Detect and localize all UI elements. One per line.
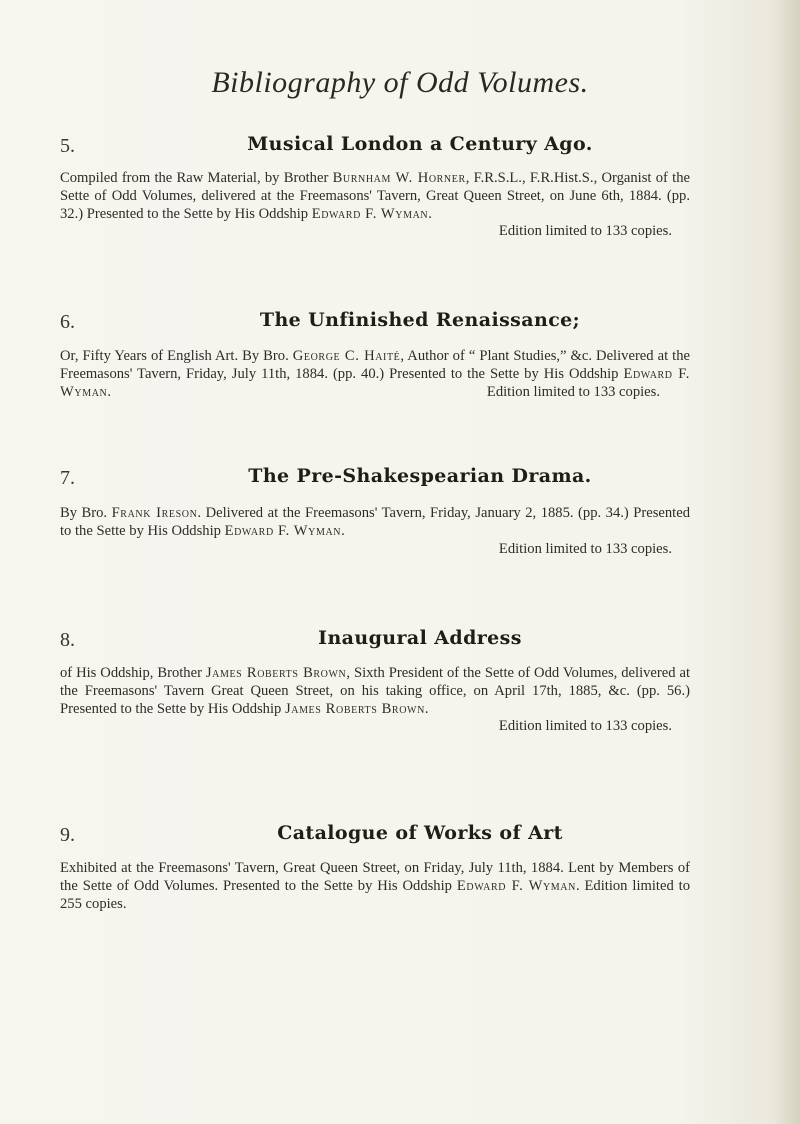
presenter-name: Edward F. Wyman xyxy=(60,365,690,400)
desc-text: Or, Fifty Years of English Art. By Bro. xyxy=(60,348,293,364)
entry-title: The Pre-Shakespearian Drama. xyxy=(248,465,592,487)
entry-7-description xyxy=(60,505,690,558)
desc-text: of His Oddship, Brother xyxy=(60,665,206,681)
entry-9-description xyxy=(60,860,690,913)
entry-number: 6. xyxy=(60,311,75,333)
author-name: Burnham W. Horner xyxy=(332,170,466,186)
presenter-name: James Roberts Brown xyxy=(284,700,425,717)
desc-text: . xyxy=(341,522,345,539)
entry-number: 8. xyxy=(60,629,75,651)
edition-note: Edition limited to 133 copies. xyxy=(486,383,660,400)
desc-text: . Delivered at the Freemasons' Tavern, Friday, January 2, 1885. (pp. 34.) Presented to the Sette by His Oddship xyxy=(60,505,690,539)
author-name: James Roberts Brown xyxy=(205,665,347,681)
entry-5-description xyxy=(60,170,690,241)
edition-note: Edition limited to 133 copies. xyxy=(498,718,672,735)
running-head: Bibliography of Odd Volumes. xyxy=(211,66,589,99)
entry-6-description xyxy=(60,348,690,401)
entry-title: Catalogue of Works of Art xyxy=(277,822,563,844)
author-name: George C. Haité xyxy=(292,348,401,364)
desc-text: , Sixth President of the Sette of Odd Volumes, delivered at the Freemasons' Tavern Great Queen Street, on his taking office, on April 17th, 1885, &c. (pp. 56.) Presented to the Sette by His Oddship xyxy=(60,665,690,717)
desc-text: , Author of “ Plant Studies,” &c. Delivered at the Freemasons' Tavern, Friday, July 11th, 1884. (pp. 40.) Presented to the Sette by His Oddship xyxy=(60,348,691,382)
page-edge-shadow xyxy=(774,0,800,1124)
desc-text: . xyxy=(107,383,111,400)
entry-title: Inaugural Address xyxy=(318,627,522,649)
entry-number: 5. xyxy=(60,135,75,157)
desc-text: Exhibited at the Freemasons' Tavern, Great Queen Street, on Friday, July 11th, 1884. Lent by Members of the Sette of Odd Volumes. Presented to the Sette by His Oddship xyxy=(60,860,690,894)
entry-title: Musical London a Century Ago. xyxy=(247,133,593,155)
entry-title: The Unfinished Renaissance; xyxy=(259,309,581,331)
edition-note: Edition limited to 133 copies. xyxy=(498,540,672,557)
desc-text: . Edition limited to 255 copies. xyxy=(60,877,691,912)
author-name: Frank Ireson xyxy=(111,505,198,521)
desc-text: Compiled from the Raw Material, by Brother xyxy=(60,170,333,186)
entry-number: 7. xyxy=(60,467,75,489)
presenter-name: Edward F. Wyman xyxy=(224,522,342,539)
desc-text: , F.R.S.L., F.R.Hist.S., Organist of the Sette of Odd Volumes, delivered at the Freemasons' Tavern, Great Queen Street, on June 6th, 1884. (pp. 32.) Presented to the Sette by His Oddship xyxy=(60,170,690,222)
author-name: Edward F. Wyman xyxy=(456,877,576,894)
edition-note: Edition limited to 133 copies. xyxy=(498,223,672,240)
desc-text: . xyxy=(428,205,432,222)
entry-8-description xyxy=(60,665,690,736)
desc-text: By Bro. xyxy=(60,505,112,521)
presenter-name: Edward F. Wyman xyxy=(311,205,429,222)
entry-number: 9. xyxy=(60,824,75,846)
desc-text: . xyxy=(424,700,429,717)
